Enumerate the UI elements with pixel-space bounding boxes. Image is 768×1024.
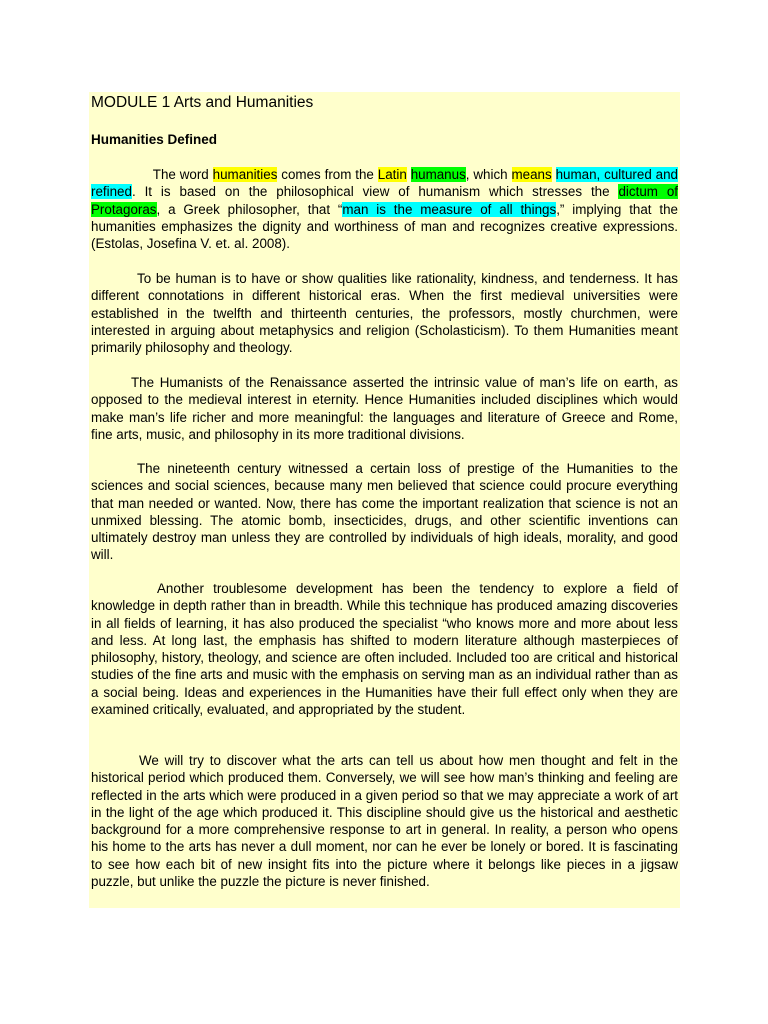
- highlight-humanities: humanities: [212, 167, 278, 182]
- module-title: MODULE 1 Arts and Humanities: [91, 94, 314, 111]
- text-run: ,” implying that the humanities emphasizes the dignity and worthiness of man and recognizes creative expressions. (Estolas, Josefina V. et. al. 2008).: [91, 201, 678, 252]
- paragraph-to-be-human: To be human is to have or show qualities like rationality, kindness, and tenderness. It has different connotations in different historical eras. When the first medieval universities were established in the twelfth and thirteenth centuries, the professors, mostly churchmen, were interested in arguing about metaphysics and religion (Scholasticism). To them Humanities meant primarily philosophy and theology.: [91, 271, 678, 356]
- highlight-latin: Latin: [377, 167, 407, 182]
- highlight-means: means: [511, 167, 552, 182]
- document-page: [89, 92, 680, 908]
- section-heading: Humanities Defined: [91, 132, 218, 147]
- highlight-man-is-the-measure: man is the measure of all things: [342, 201, 557, 217]
- highlight-human-cultured-refined: human, cultured and refined: [91, 167, 678, 200]
- paragraph-renaissance: The Humanists of the Renaissance asserted the intrinsic value of man’s life on earth, as opposed to the medieval interest in eternity. Hence Humanities included disciplines which would make man’s life richer and more meaningful: the languages and literature of Greece and Rome, fine arts, music, and philosophy in its more traditional divisions.: [91, 375, 678, 442]
- paragraph-definition: [91, 166, 678, 252]
- paragraph-nineteenth-century: The nineteenth century witnessed a certain loss of prestige of the Humanities to the sciences and social sciences, because many men believed that science could procure everything that man needed or wanted. Now, there has come the important realization that science is not an unmixed blessing. The atomic bomb, insecticides, drugs, and other scientific inventions can ultimately destroy man unless they are controlled by individuals of high ideals, morality, and good will.: [91, 461, 678, 563]
- text-run: , which: [465, 167, 512, 182]
- text-run: The word: [152, 167, 213, 182]
- highlight-humanus: humanus: [410, 167, 466, 182]
- text-run: [552, 167, 556, 182]
- text-run: , a Greek philosopher, that “: [156, 201, 343, 217]
- paragraph-specialization: Another troublesome development has been the tendency to explore a field of knowledge in depth rather than in breadth. While this technique has produced amazing discoveries in all fields of learning, it has also produced the specialist “who knows more and more about less and less. At long last, the emphasis has shifted to modern literature although masterpieces of philosophy, history, theology, and science are often included. Included too are critical and historical studies of the fine arts and music with the emphasis on serving man as an individual rather than as a social being. Ideas and experiences in the Humanities have their full effect only when they are examined critically, evaluated, and appropriated by the student.: [91, 581, 678, 718]
- paragraph-indent: [91, 167, 153, 182]
- paragraph-arts-and-history: We will try to discover what the arts can tell us about how men thought and felt in the historical period which produced them. Conversely, we will see how man’s thinking and feeling are reflected in the arts which were produced in a given period so that we may appreciate a work of art in the light of the age which produced it. This discipline should give us the historical and aesthetic background for a more comprehensive response to art in general. In reality, a person who opens his home to the arts has never a dull moment, nor can he ever be lonely or bored. It is fascinating to see how each bit of new insight fits into the picture where it belongs like pieces in a jigsaw puzzle, but unlike the puzzle the picture is never finished.: [91, 753, 678, 890]
- highlight-dictum-of-protagoras: dictum of Protagoras: [91, 184, 679, 217]
- text-run: . It is based on the philosophical view of humanism which stresses the: [131, 184, 619, 200]
- text-run: comes from the: [277, 167, 378, 182]
